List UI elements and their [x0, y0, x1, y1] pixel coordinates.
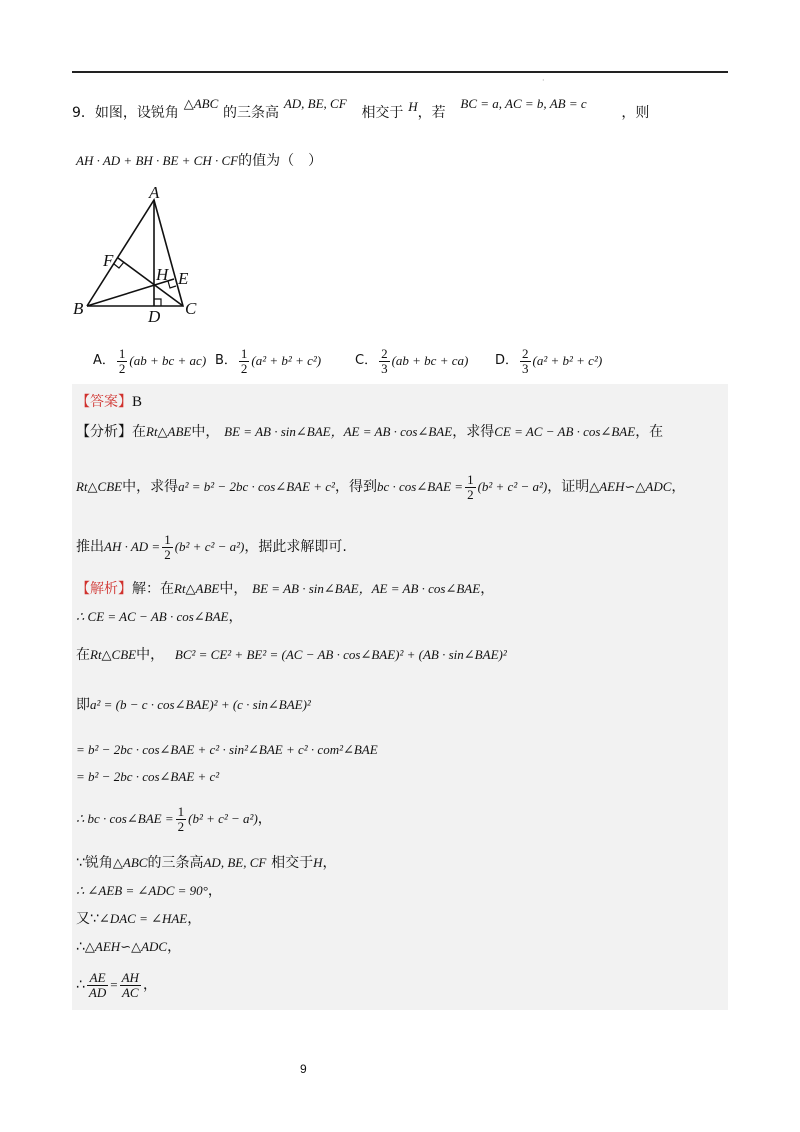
solution-line-1	[76, 578, 494, 599]
option-b-body: (a² + b² + c²)	[251, 353, 322, 368]
analysis-tag: 【分析】	[76, 424, 132, 440]
option-b-label: B．	[215, 353, 237, 368]
solution-math: ∴ ∠AEB = ∠ADC = 90°	[76, 883, 208, 898]
solution-math: AD, BE, CF	[203, 855, 267, 870]
analysis-math: (b² + c² − a²)	[477, 479, 548, 494]
solution-math: Rt△CBE	[90, 647, 137, 662]
analysis-math: a² = b² − 2bc · cos∠BAE + c²	[178, 479, 335, 494]
triangle-figure	[70, 182, 210, 322]
solution-line-8	[76, 852, 336, 873]
analysis-text: ，证明	[547, 479, 590, 495]
solution-line-11	[76, 936, 181, 957]
solution-text: 中，	[219, 581, 248, 597]
solution-math: Rt△ABE	[174, 581, 220, 596]
answer-value: B	[132, 394, 143, 410]
target-expression: AH · AD + BH · BE + CH · CF	[76, 153, 239, 168]
solution-math: △AEH∽△ADC	[84, 939, 168, 954]
analysis-text: 在	[132, 424, 146, 440]
solution-frac-den: AC	[121, 984, 139, 1000]
option-a-num: 1	[118, 345, 126, 361]
solution-text: ∴	[76, 977, 85, 993]
question-text-5: ，则	[621, 105, 650, 121]
header-rule	[72, 71, 728, 73]
solution-math: = b² − 2bc · cos∠BAE + c² · sin²∠BAE + c² · com²∠BAE	[76, 742, 378, 757]
solution-frac-den: 2	[177, 818, 185, 834]
option-d	[495, 347, 602, 376]
solution-text: ，	[480, 581, 495, 597]
analysis-text: ，在	[635, 424, 664, 440]
solution-frac-ah-ac	[120, 971, 141, 1000]
question-line-2	[76, 150, 322, 171]
solution-text: ，	[187, 911, 202, 927]
solution-line-12	[76, 968, 157, 1002]
option-d-frac	[520, 347, 531, 376]
solution-text: ，	[257, 811, 272, 827]
option-a-frac	[117, 347, 128, 376]
solution-math: = b² − 2bc · cos∠BAE + c²	[76, 769, 220, 784]
option-c-num: 2	[381, 345, 388, 361]
analysis-frac	[162, 533, 173, 562]
altitudes-label: AD, BE, CF	[283, 96, 347, 111]
analysis-math: Rt△CBE	[76, 479, 123, 494]
analysis-line-2	[76, 470, 685, 504]
solution-text: ，	[322, 855, 337, 871]
option-b-den: 2	[240, 360, 248, 376]
solution-text: 又∵	[76, 911, 99, 927]
question-number: 9．	[72, 105, 95, 121]
question-text-1: 如图，设锐角	[94, 105, 179, 121]
option-c-label: C．	[355, 353, 378, 368]
answer-line	[76, 391, 142, 412]
solution-frac-num: AE	[89, 969, 106, 985]
options-row	[93, 344, 602, 378]
point-h: H	[408, 99, 418, 114]
analysis-text: 推出	[76, 539, 104, 555]
option-d-body: (a² + b² + c²)	[532, 353, 603, 368]
option-c	[355, 347, 495, 376]
given-values: BC = a, AC = b, AB = c	[460, 96, 587, 111]
right-angle-f	[114, 262, 124, 268]
analysis-frac-num: 1	[164, 531, 171, 547]
solution-line-3	[76, 644, 507, 665]
solution-line-2	[76, 606, 243, 627]
option-d-den: 3	[522, 360, 529, 376]
label-d: D	[148, 307, 161, 322]
right-angle-d	[154, 299, 161, 306]
solution-text: ∴	[76, 939, 85, 955]
solution-text: 的三条高	[147, 855, 204, 871]
solution-text: 在	[76, 647, 90, 663]
solution-frac-den: AD	[88, 984, 107, 1000]
analysis-frac-den: 2	[164, 546, 171, 562]
triangle-outline	[87, 200, 183, 306]
page-number: 9	[300, 1062, 307, 1076]
label-e: E	[178, 269, 189, 288]
solution-frac-num: 1	[177, 803, 185, 819]
solution-text: 中，	[136, 647, 165, 663]
solution-math: a² = (b − c · cos∠BAE)² + (c · sin∠BAE)²	[90, 697, 311, 712]
analysis-math: AH · AD =	[104, 539, 161, 554]
solution-line-9	[76, 880, 222, 901]
analysis-frac-num: 1	[467, 471, 474, 487]
option-b	[215, 347, 355, 376]
question-text-3: 相交于	[361, 105, 404, 121]
solution-line-6	[76, 766, 219, 787]
option-a-body: (ab + bc + ac)	[129, 353, 207, 368]
label-c: C	[185, 299, 197, 318]
label-b: B	[73, 299, 84, 318]
question-line-1	[72, 96, 650, 123]
analysis-text: 中，求得	[122, 479, 179, 495]
solution-frac	[176, 805, 187, 834]
solution-math: ∠DAC = ∠HAE	[98, 911, 188, 926]
label-f: F	[103, 251, 114, 270]
analysis-math: BE = AB · sin∠BAE，AE = AB · cos∠BAE	[224, 424, 453, 439]
analysis-math: △AEH∽△ADC	[589, 479, 672, 494]
option-b-num: 1	[240, 345, 248, 361]
solution-frac-num: AH	[121, 969, 139, 985]
analysis-text: ，得到	[334, 479, 377, 495]
solution-math: BE = AB · sin∠BAE，AE = AB · cos∠BAE	[252, 581, 481, 596]
solution-line-10	[76, 908, 201, 929]
solution-text: 即	[76, 697, 90, 713]
analysis-line-3	[76, 530, 347, 564]
analysis-line-1	[76, 421, 663, 442]
option-b-frac	[239, 347, 250, 376]
solution-text: ，	[167, 939, 182, 955]
solution-text: 相交于	[271, 855, 314, 871]
label-a: A	[149, 183, 160, 202]
analysis-math: (b² + c² − a²)	[174, 539, 245, 554]
solution-line-7	[76, 802, 272, 836]
question-text-6: 的值为（ ）	[238, 153, 323, 169]
option-c-frac	[379, 347, 390, 376]
option-d-num: 2	[522, 345, 529, 361]
solution-text: ，	[228, 609, 243, 625]
solution-math: △ABC	[112, 855, 148, 870]
label-h: H	[156, 265, 169, 284]
right-angle-e	[168, 281, 176, 288]
solution-text: ，	[142, 977, 157, 993]
solution-frac-ae-ad	[87, 971, 108, 1000]
solution-line-5	[76, 739, 378, 760]
solution-math: =	[110, 977, 118, 992]
answer-tag: 【答案】	[76, 394, 132, 410]
triangle-abc: △ABC	[183, 96, 219, 111]
solution-text: ，	[207, 883, 222, 899]
analysis-math: CE = AC − AB · cos∠BAE	[494, 424, 636, 439]
solution-math: (b² + c² − a²)	[188, 811, 258, 826]
option-d-label: D．	[495, 353, 519, 368]
question-text-2: 的三条高	[223, 105, 280, 121]
solution-line-4	[76, 694, 311, 715]
option-c-body: (ab + bc + ca)	[391, 353, 469, 368]
option-a-den: 2	[118, 360, 126, 376]
analysis-math: Rt△ABE	[146, 424, 192, 439]
solution-text: ∵锐角	[76, 855, 113, 871]
solution-text: 解：在	[132, 581, 174, 597]
question-text-4: ，若	[417, 105, 446, 121]
analysis-text: ，据此求解即可.	[244, 539, 347, 555]
analysis-text: ，	[671, 479, 686, 495]
analysis-math: bc · cos∠BAE =	[376, 479, 464, 494]
option-c-den: 3	[381, 360, 388, 376]
solution-math: ∴ CE = AC − AB · cos∠BAE	[76, 609, 229, 624]
analysis-text: ，求得	[452, 424, 495, 440]
analysis-frac	[465, 473, 476, 502]
altitude-cf	[118, 258, 183, 306]
option-a-label: A．	[93, 353, 115, 368]
solution-math: ∴ bc · cos∠BAE =	[76, 811, 174, 826]
solution-math: H	[313, 855, 323, 870]
solution-tag: 【解析】	[76, 581, 132, 597]
solution-math: BC² = CE² + BE² = (AC − AB · cos∠BAE)² + (AB · sin∠BAE)²	[174, 647, 507, 662]
analysis-frac-den: 2	[467, 486, 474, 502]
option-a	[93, 347, 215, 376]
header-dot: ·	[542, 76, 545, 85]
analysis-text: 中，	[191, 424, 220, 440]
